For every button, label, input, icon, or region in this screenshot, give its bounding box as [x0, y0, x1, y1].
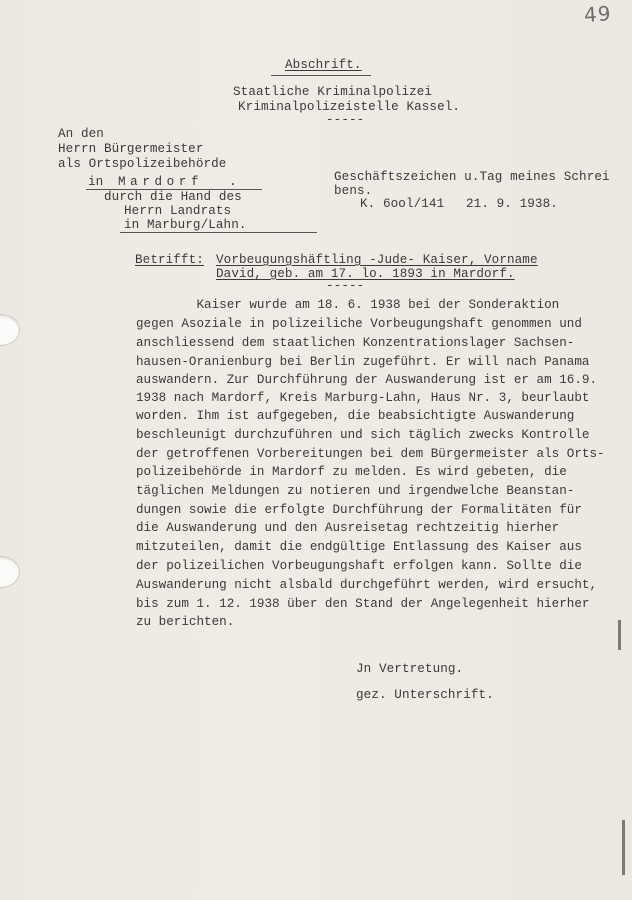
body-line: zu berichten.: [136, 615, 235, 629]
recipient-line-5: durch die Hand des: [104, 190, 242, 204]
edge-mark: [622, 820, 625, 875]
body-line: 1938 nach Mardorf, Kreis Marburg-Lahn, Haus Nr. 3, beurlaubt: [136, 391, 590, 405]
authority-line-2: Kriminalpolizeistelle Kassel.: [238, 100, 461, 114]
punch-hole-bottom: [0, 556, 20, 588]
authority-rule: -----: [326, 113, 365, 127]
body-line: die Auswanderung und den Ausreisetag rechtzeitig hierher: [136, 521, 560, 535]
subject-line-1: Vorbeugungshäftling -Jude- Kaiser, Vorname: [216, 253, 538, 267]
recipient-line-1: An den: [58, 127, 104, 141]
body-line: der getroffenen Vorbereitungen bei dem Bürgermeister als Orts-: [136, 447, 605, 461]
body-line: auswandern. Zur Durchführung der Auswanderung ist er am 16.9.: [136, 373, 598, 387]
recipient-line-7: in Marburg/Lahn.: [124, 218, 247, 232]
recipient-rule: [120, 232, 317, 233]
page-number: 49: [583, 1, 613, 27]
subject-rule: -----: [326, 279, 365, 293]
body-line: mitzuteilen, damit die endgültige Entlassung des Kaiser aus: [136, 540, 582, 554]
body-line: bis zum 1. 12. 1938 über den Stand der Angelegenheit hierher: [136, 597, 590, 611]
closing-line-1: Jn Vertretung.: [356, 662, 464, 676]
body-line: täglichen Meldungen zu notieren und irgendwelche Beanstan-: [136, 484, 575, 498]
subject-label: Betrifft:: [135, 253, 204, 267]
reference-date: 21. 9. 1938.: [466, 197, 558, 211]
heading-rule: [271, 75, 371, 76]
closing-line-2: gez. Unterschrift.: [356, 688, 494, 702]
reference-line-2: bens.: [334, 184, 373, 198]
subject-line-2: David, geb. am 17. lo. 1893 in Mardorf.: [216, 267, 515, 281]
reference-file-number: K. 6ool/141: [360, 197, 445, 211]
body-line: dungen sowie die erfolgte Durchführung der Formalitäten für: [136, 503, 582, 517]
body-line: anschliessend dem staatlichen Konzentrationslager Sachsen-: [136, 336, 575, 350]
recipient-place: Mardorf: [118, 175, 204, 189]
body-line: worden. Ihm ist aufgegeben, die beabsichtigte Auswanderung: [136, 409, 575, 423]
body-line: polizeibehörde in Mardorf zu melden. Es wird gebeten, die: [136, 465, 567, 479]
recipient-place-suffix: .: [229, 175, 237, 189]
body-line: gegen Asoziale in polizeiliche Vorbeugungshaft genommen und: [136, 317, 582, 331]
punch-hole-top: [0, 314, 20, 346]
body-line: beschleunigt durchzuführen und sich täglich zwecks Kontrolle: [136, 428, 590, 442]
recipient-line-6: Herrn Landrats: [124, 204, 232, 218]
body-line: hausen-Oranienburg bei Berlin zugeführt. Er will nach Panama: [136, 355, 590, 369]
body-line: Kaiser wurde am 18. 6. 1938 bei der Sonderaktion: [136, 298, 560, 312]
body-line: der polizeilichen Vorbeugungshaft erfolgen kann. Sollte die: [136, 559, 582, 573]
edge-mark: [618, 620, 621, 650]
reference-line-1: Geschäftszeichen u.Tag meines Schrei: [334, 170, 610, 184]
recipient-line-3: als Ortspolizeibehörde: [58, 157, 227, 171]
body-line: Auswanderung nicht alsbald durchgeführt werden, wird ersucht,: [136, 578, 598, 592]
recipient-place-prefix: in: [88, 175, 104, 189]
document-heading: Abschrift.: [285, 58, 362, 72]
authority-line-1: Staatliche Kriminalpolizei: [233, 85, 433, 99]
recipient-line-2: Herrn Bürgermeister: [58, 142, 204, 156]
